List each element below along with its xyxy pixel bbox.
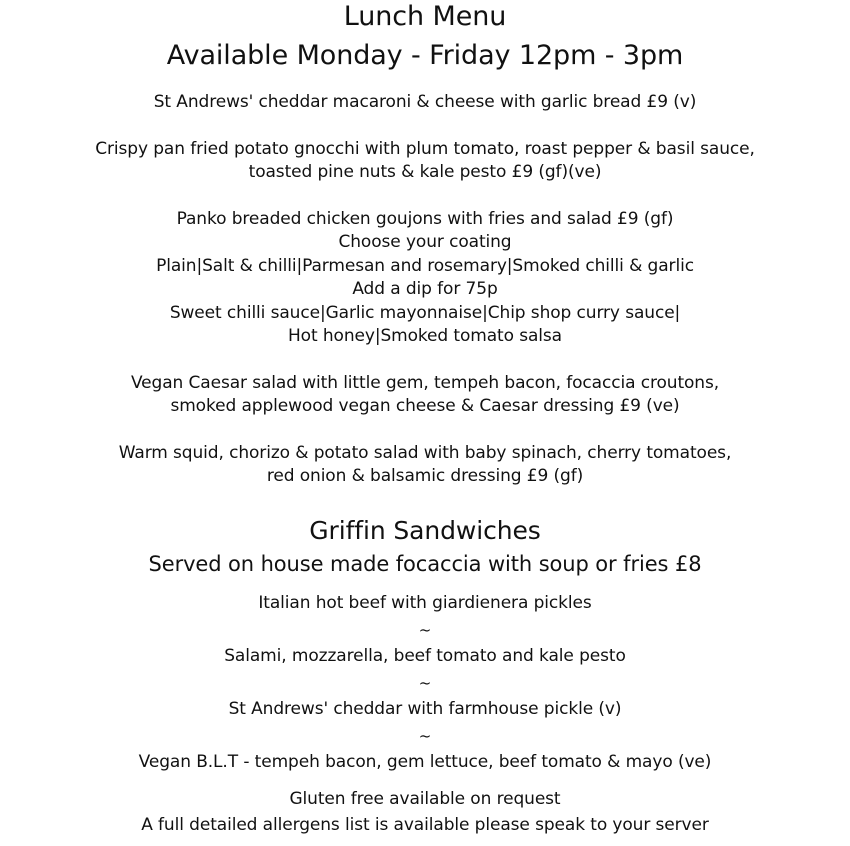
menu-item-line: Panko breaded chicken goujons with fries and salad £9 (gf) (176, 209, 674, 229)
sandwich-separator: ~ (418, 621, 432, 639)
sandwich-separator: ~ (418, 674, 432, 692)
menu-item-line: Choose your coating (338, 232, 512, 252)
menu-item-line: Plain|Salt & chilli|Parmesan and rosemary|Smoked chilli & garlic (156, 256, 694, 276)
menu-item-line: Add a dip for 75p (352, 279, 498, 299)
sandwich-separator: ~ (418, 727, 432, 745)
sandwiches-subtitle: Served on house made focaccia with soup or fries £8 (148, 552, 702, 576)
sandwich-item: St Andrews' cheddar with farmhouse pickle (v) (228, 699, 622, 719)
menu-item-line: St Andrews' cheddar macaroni & cheese with garlic bread £9 (v) (153, 92, 697, 112)
sandwich-item: Salami, mozzarella, beef tomato and kale pesto (224, 646, 626, 666)
menu-item-line: red onion & balsamic dressing £9 (gf) (266, 466, 584, 486)
menu-item-line: smoked applewood vegan cheese & Caesar dressing £9 (ve) (170, 396, 680, 416)
menu-item-line: toasted pine nuts & kale pesto £9 (gf)(ve) (248, 162, 602, 182)
menu-item-line: Hot honey|Smoked tomato salsa (288, 326, 562, 346)
menu-title: Lunch Menu (343, 1, 507, 32)
gluten-free-note: Gluten free available on request (289, 789, 561, 809)
menu-item-line: Vegan Caesar salad with little gem, tempeh bacon, focaccia croutons, (130, 373, 720, 393)
sandwich-item: Vegan B.L.T - tempeh bacon, gem lettuce, beef tomato & mayo (ve) (138, 752, 712, 772)
menu-item-line: Crispy pan fried potato gnocchi with plum tomato, roast pepper & basil sauce, (95, 139, 755, 159)
menu-availability: Available Monday - Friday 12pm - 3pm (166, 40, 684, 71)
sandwiches-title: Griffin Sandwiches (309, 516, 541, 545)
menu-item-line: Sweet chilli sauce|Garlic mayonnaise|Chip shop curry sauce| (169, 303, 681, 323)
menu-item-line: Warm squid, chorizo & potato salad with baby spinach, cherry tomatoes, (118, 443, 732, 463)
allergen-note: A full detailed allergens list is available please speak to your server (141, 815, 709, 835)
sandwich-item: Italian hot beef with giardienera pickles (258, 593, 592, 613)
